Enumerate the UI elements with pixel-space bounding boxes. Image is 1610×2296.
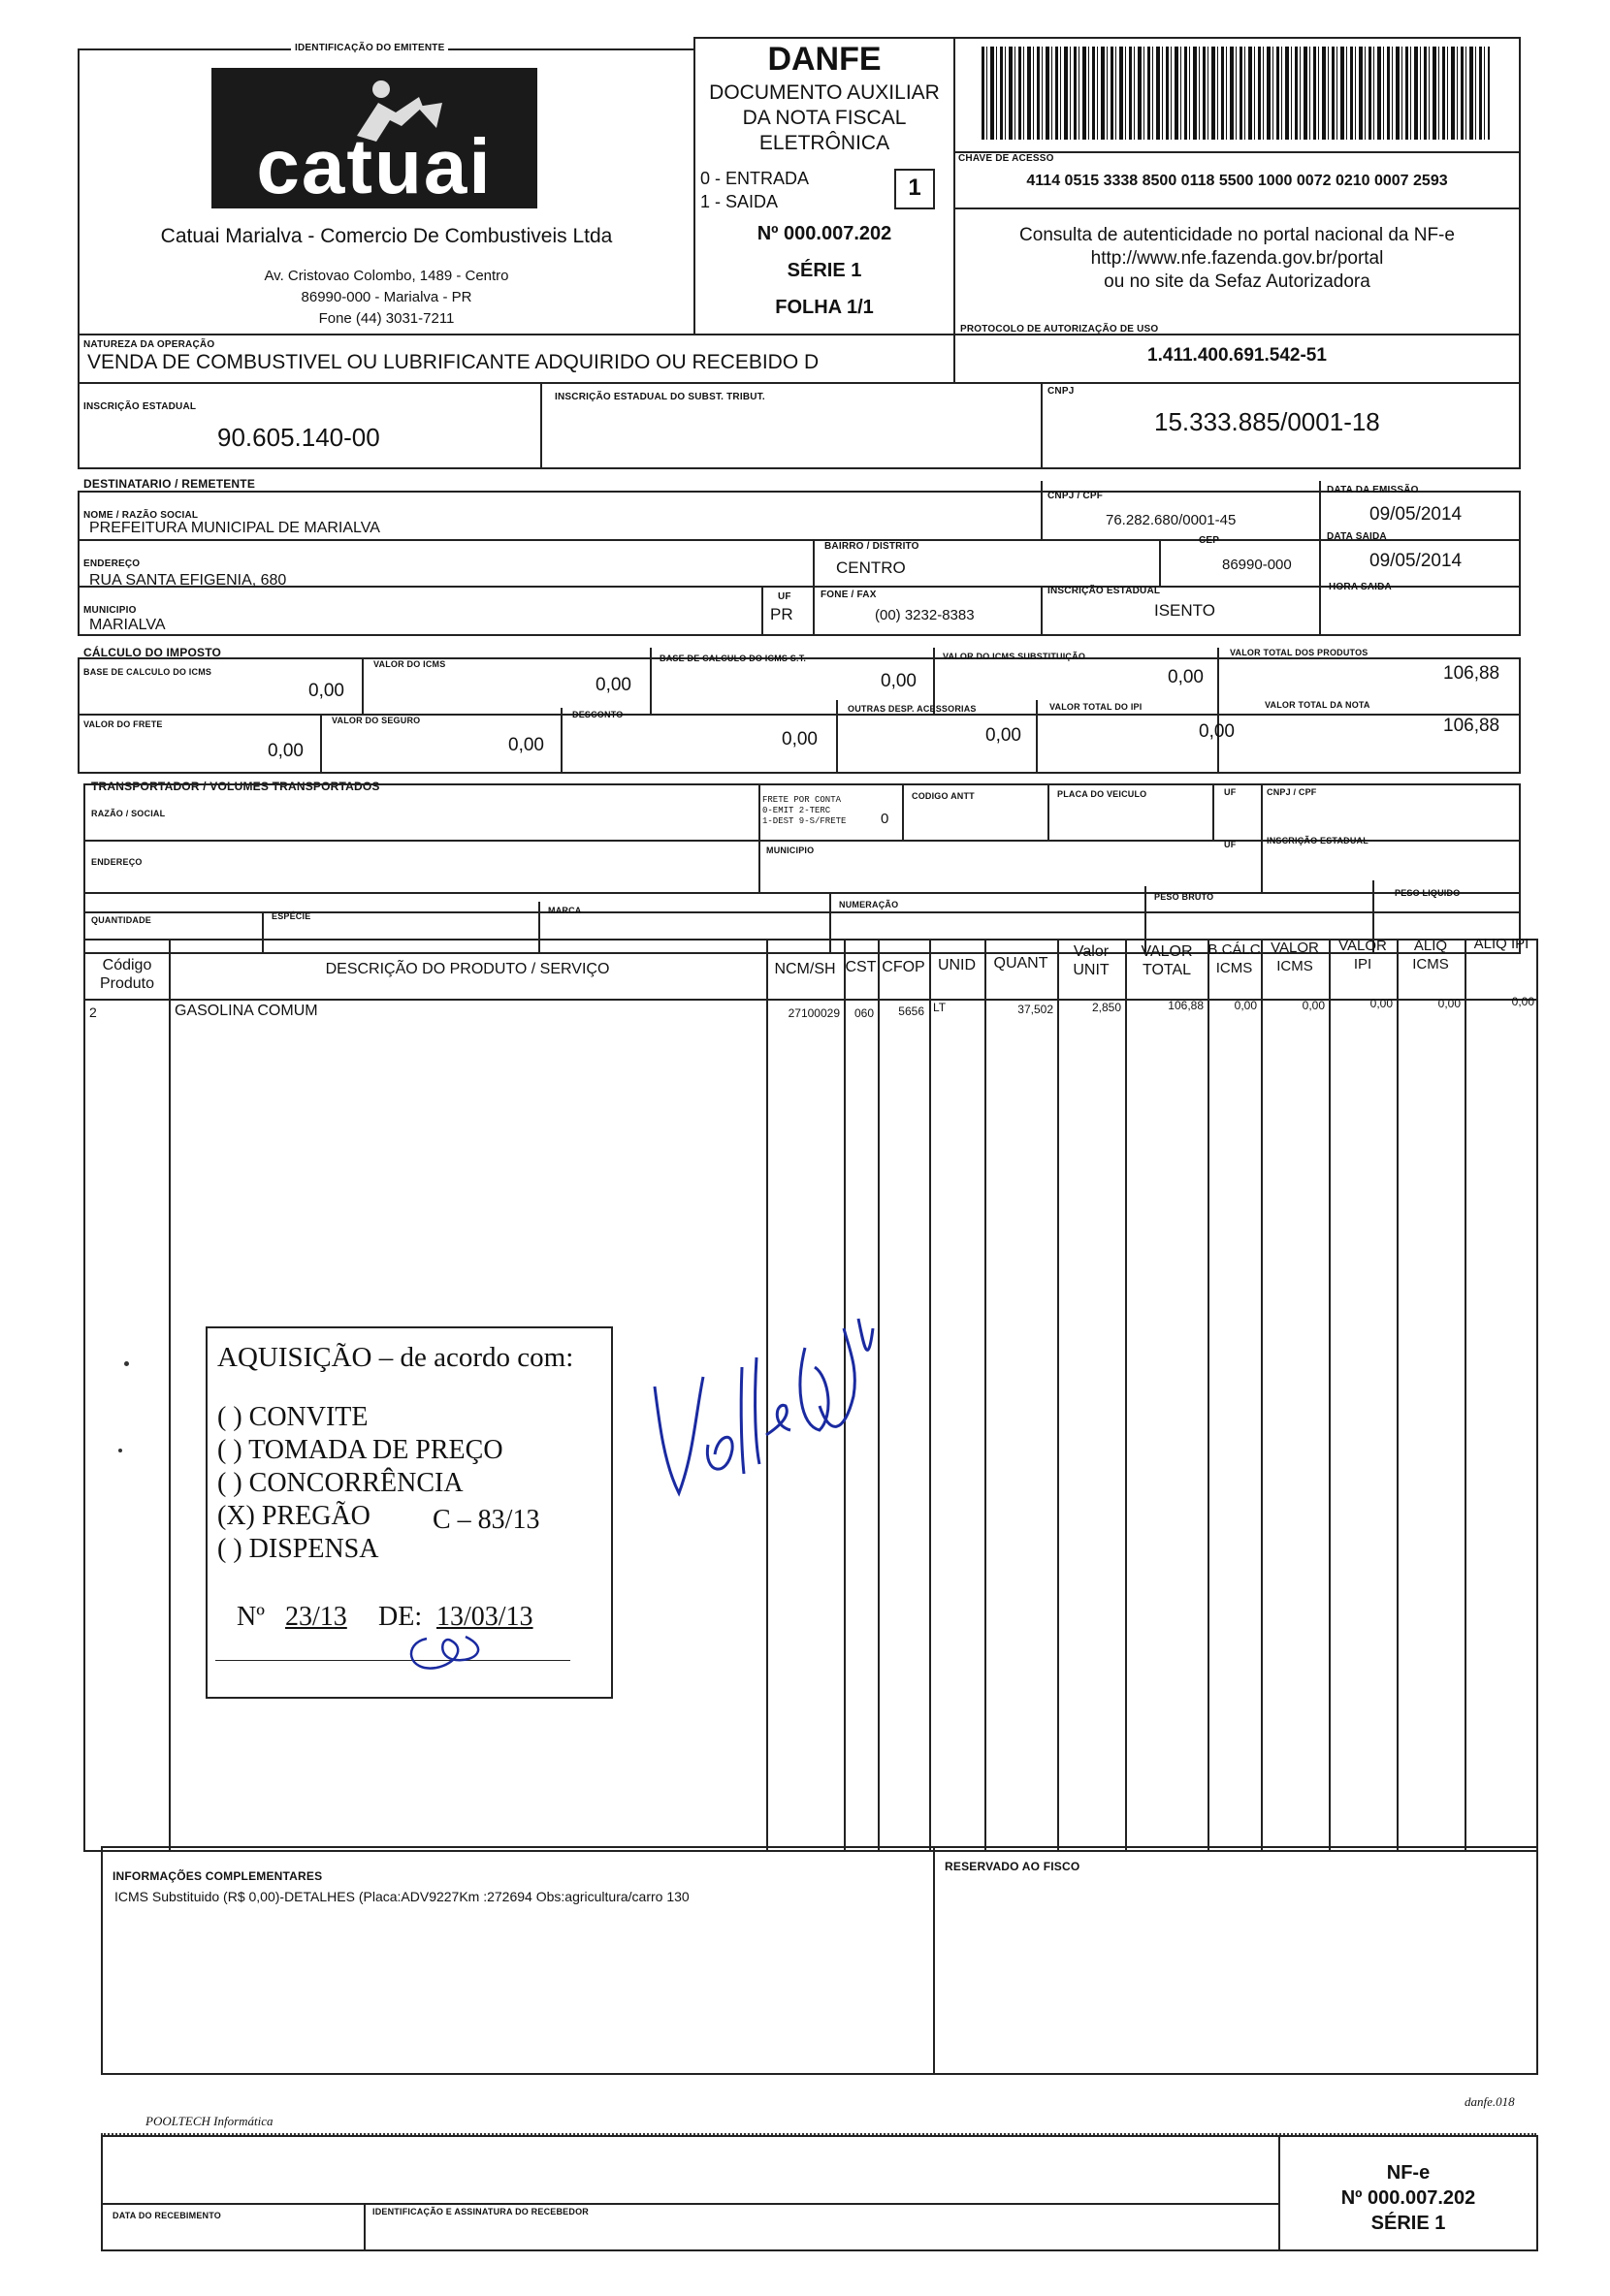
v-prod-label: VALOR TOTAL DOS PRODUTOS (1230, 648, 1368, 657)
logo-text: catuai (256, 123, 493, 209)
nota-label: VALOR TOTAL DA NOTA (1265, 700, 1370, 710)
fisco-label: RESERVADO AO FISCO (945, 1860, 1080, 1873)
margin-dot (118, 1449, 122, 1452)
ie-label: INSCRIÇÃO ESTADUAL (83, 401, 197, 412)
outras: 0,00 (985, 725, 1021, 746)
dest-endereco: RUA SANTA EFIGENIA, 680 (89, 572, 287, 589)
dest-cep: 86990-000 (1222, 557, 1292, 573)
col-vunit: Valor UNIT (1073, 943, 1110, 978)
t-ie-label: INSCRIÇÃO ESTADUAL (1267, 836, 1368, 845)
bc-st-label: BASE DE CALCULO DO ICMS S.T. (660, 654, 807, 663)
dest-hora-label: HORA SAIDA (1329, 582, 1392, 592)
stamp-opt5: ( ) DISPENSA (217, 1534, 379, 1564)
consulta-2: http://www.nfe.fazenda.gov.br/portal (1090, 248, 1384, 269)
ie-st-label: INSCRIÇÃO ESTADUAL DO SUBST. TRIBUT. (555, 392, 765, 402)
ipi-label: VALOR TOTAL DO IPI (1049, 702, 1143, 712)
row-unid: LT (933, 1001, 947, 1014)
danfe-subtitle-3: ELETRÔNICA (758, 132, 890, 154)
outras-label: OUTRAS DESP. ACESSORIAS (848, 704, 977, 714)
t-municipio-label: MUNICIPIO (766, 845, 815, 855)
row-codigo: 2 (89, 1004, 97, 1020)
desconto-label: DESCONTO (572, 710, 624, 719)
stamp-opt4-ref: C – 83/13 (433, 1505, 540, 1535)
dest-nome-label: NOME / RAZÃO SOCIAL (83, 510, 199, 521)
v-st: 0,00 (1168, 667, 1204, 687)
info-text: ICMS Substituido (R$ 0,00)-DETALHES (Placa:ADV9227Km :272694 Obs:agricultura/carro 130 (114, 1889, 690, 1904)
danfe-title: DANFE (767, 41, 882, 78)
t-antt-label: CODIGO ANTT (912, 791, 975, 801)
imposto-section: CÁLCULO DO IMPOSTO (83, 646, 222, 659)
row-aicms: 0,00 (1437, 997, 1461, 1010)
t-frete-conta-1: FRETE POR CONTA (762, 795, 842, 805)
dest-bairro-label: BAIRRO / DISTRITO (824, 541, 919, 552)
v-prod: 106,88 (1443, 663, 1500, 684)
dest-uf-label: UF (778, 591, 791, 602)
dest-bairro: CENTRO (836, 558, 906, 577)
nota: 106,88 (1443, 716, 1500, 736)
danfe-entrada: 0 - ENTRADA (700, 169, 810, 188)
company-logo (211, 68, 537, 208)
consulta-3: ou no site da Sefaz Autorizadora (1104, 271, 1370, 292)
dest-saida-label: DATA SAIDA (1327, 531, 1387, 542)
col-descricao: DESCRIÇÃO DO PRODUTO / SERVIÇO (325, 961, 610, 977)
desconto: 0,00 (782, 729, 818, 749)
row-vunit: 2,850 (1091, 1001, 1121, 1014)
stamp-numero: 23/13 (285, 1602, 347, 1632)
consulta-1: Consulta de autenticidade no portal nacional da NF-e (1019, 225, 1455, 245)
col-bc: B.CÁLC ICMS (1208, 941, 1261, 976)
ie-value: 90.605.140-00 (217, 423, 380, 452)
row-cst: 060 (853, 1006, 874, 1020)
dest-fone: (00) 3232-8383 (875, 607, 975, 623)
col-vicms: VALOR ICMS (1271, 940, 1319, 974)
t-numeracao-label: NUMERAÇÃO (839, 900, 899, 909)
bc-st: 0,00 (881, 671, 917, 691)
stamp-numero-label: Nº (237, 1602, 265, 1632)
footer-numero: Nº 000.007.202 (1340, 2187, 1476, 2209)
danfe-code: danfe.018 (1465, 2094, 1515, 2109)
row-vicms: 0,00 (1302, 999, 1325, 1012)
dest-ie-label: INSCRIÇÃO ESTADUAL (1047, 586, 1161, 596)
row-vipi: 0,00 (1369, 997, 1393, 1010)
v-icms: 0,00 (596, 675, 631, 695)
t-especie-label: ESPÉCIE (272, 911, 311, 921)
t-frete-conta-3: 1-DEST 9-S/FRETE (762, 816, 847, 826)
danfe-serie: SÉRIE 1 (787, 260, 862, 281)
col-aipi: ALIQ IPI (1473, 936, 1530, 952)
stamp-initials (398, 1629, 504, 1677)
t-razao-label: RAZÃO / SOCIAL (91, 809, 166, 818)
software-credit: POOLTECH Informática (145, 2114, 274, 2128)
dest-municipio-label: MUNICIPIO (83, 605, 137, 616)
destinatario-section: DESTINATARIO / REMETENTE (83, 477, 256, 491)
chave-label: CHAVE DE ACESSO (958, 153, 1054, 164)
company-phone: Fone (44) 3031-7211 (318, 310, 455, 327)
ipi: 0,00 (1199, 721, 1235, 742)
danfe-saida: 1 - SAIDA (700, 192, 779, 211)
info-label: INFORMAÇÕES COMPLEMENTARES (113, 1869, 323, 1883)
bc-icms: 0,00 (308, 681, 344, 701)
footer-serie: SÉRIE 1 (1370, 2213, 1446, 2234)
v-icms-label: VALOR DO ICMS (373, 659, 446, 669)
row-descricao: GASOLINA COMUM (175, 1003, 318, 1019)
row-quant: 37,502 (1017, 1003, 1053, 1016)
dest-cep-label: CEP (1199, 535, 1220, 546)
handwritten-signature (635, 1290, 887, 1522)
danfe-folha: FOLHA 1/1 (775, 297, 874, 318)
row-aipi: 0,00 (1511, 995, 1534, 1008)
v-st-label: VALOR DO ICMS SUBSTITUIÇÃO (943, 652, 1086, 661)
row-cfop: 5656 (898, 1004, 924, 1018)
col-unid: UNID (937, 957, 977, 973)
t-qtd-label: QUANTIDADE (91, 915, 151, 925)
stamp-data: 13/03/13 (436, 1602, 533, 1632)
t-liquido-label: PESO LIQUIDO (1395, 888, 1461, 898)
col-cfop: CFOP (882, 959, 925, 975)
danfe-subtitle-1: DOCUMENTO AUXILIAR (709, 81, 940, 104)
margin-dot (124, 1361, 129, 1366)
col-cst: CST (845, 959, 877, 975)
stamp-data-label: DE: (378, 1602, 423, 1632)
dest-ie: ISENTO (1154, 601, 1215, 620)
cnpj-value: 15.333.885/0001-18 (1154, 407, 1380, 436)
col-vtotal: VALOR TOTAL (1141, 943, 1193, 978)
company-name: Catuai Marialva - Comercio De Combustiveis Ltda (160, 225, 613, 247)
col-codigo: Código Produto (99, 957, 155, 992)
row-ncm: 27100029 (788, 1006, 840, 1020)
dest-emissao-label: DATA DA EMISSÃO (1327, 485, 1419, 495)
dest-nome: PREFEITURA MUNICIPAL DE MARIALVA (89, 520, 380, 536)
dest-saida: 09/05/2014 (1369, 551, 1463, 571)
dest-cnpj: 76.282.680/0001-45 (1106, 512, 1237, 528)
t-bruto-label: PESO BRUTO (1154, 892, 1214, 902)
col-aicms: ALIQ ICMS (1412, 938, 1449, 973)
seguro: 0,00 (508, 735, 544, 755)
footer-nfe: NF-e (1386, 2162, 1431, 2184)
danfe-numero: Nº 000.007.202 (757, 223, 892, 244)
col-vipi: VALOR IPI (1338, 938, 1387, 973)
stamp-opt2: ( ) TOMADA DE PREÇO (217, 1435, 503, 1465)
t-uf-label: UF (1224, 787, 1237, 797)
dest-uf: PR (770, 605, 793, 623)
stamp-opt3: ( ) CONCORRÊNCIA (217, 1468, 464, 1498)
chave-value: 4114 0515 3338 8500 0118 5500 1000 0072 0210 0007 2593 (1026, 173, 1448, 189)
dest-emissao: 09/05/2014 (1369, 504, 1463, 525)
dest-endereco-label: ENDEREÇO (83, 558, 141, 569)
t-endereco-label: ENDEREÇO (91, 857, 143, 867)
stamp-opt1: ( ) CONVITE (217, 1402, 369, 1432)
transportador-section: TRANSPORTADOR / VOLUMES TRANSPORTADOS (91, 780, 380, 793)
emitente-label: IDENTIFICAÇÃO DO EMITENTE (291, 43, 448, 53)
stamp-opt4: (X) PREGÃO (217, 1501, 370, 1531)
t-frete-conta (762, 795, 846, 827)
recebimento-label: DATA DO RECEBIMENTO (113, 2211, 221, 2220)
natureza-value: VENDA DE COMBUSTIVEL OU LUBRIFICANTE ADQUIRIDO OU RECEBIDO D (87, 351, 820, 373)
cnpj-label: CNPJ (1047, 386, 1075, 397)
col-quant: QUANT (993, 955, 1048, 972)
row-vtotal: 106,88 (1168, 999, 1204, 1012)
stamp-title: AQUISIÇÃO – de acordo com: (217, 1342, 574, 1373)
t-marca-label: MARCA (548, 906, 582, 915)
t-cnpj-label: CNPJ / CPF (1267, 787, 1317, 797)
assinatura-label: IDENTIFICAÇÃO E ASSINATURA DO RECEBEDOR (372, 2207, 589, 2216)
frete-label: VALOR DO FRETE (83, 719, 163, 729)
danfe-tipo: 1 (908, 175, 921, 201)
dest-municipio: MARIALVA (89, 617, 166, 633)
frete: 0,00 (268, 741, 304, 761)
barcode (982, 47, 1490, 140)
col-ncm: NCM/SH (774, 961, 836, 977)
dest-fone-label: FONE / FAX (821, 590, 877, 600)
bc-icms-label: BASE DE CALCULO DO ICMS (83, 667, 212, 677)
row-bc: 0,00 (1234, 999, 1257, 1012)
dest-cnpj-label: CNPJ / CPF (1047, 491, 1104, 501)
destinatario-box (78, 491, 1521, 636)
t-uf2-label: UF (1224, 840, 1237, 849)
t-frete-value: 0 (881, 811, 889, 827)
seguro-label: VALOR DO SEGURO (332, 716, 421, 725)
danfe-subtitle-2: DA NOTA FISCAL (742, 107, 907, 129)
company-city: 86990-000 - Marialva - PR (301, 289, 472, 305)
protocolo-value: 1.411.400.691.542-51 (1147, 345, 1327, 366)
t-placa-label: PLACA DO VEICULO (1057, 789, 1147, 799)
t-frete-conta-2: 0-EMIT 2-TERC (762, 806, 831, 815)
protocolo-label: PROTOCOLO DE AUTORIZAÇÃO DE USO (960, 324, 1159, 335)
company-address: Av. Cristovao Colombo, 1489 - Centro (264, 268, 509, 284)
natureza-label: NATUREZA DA OPERAÇÃO (83, 339, 215, 350)
